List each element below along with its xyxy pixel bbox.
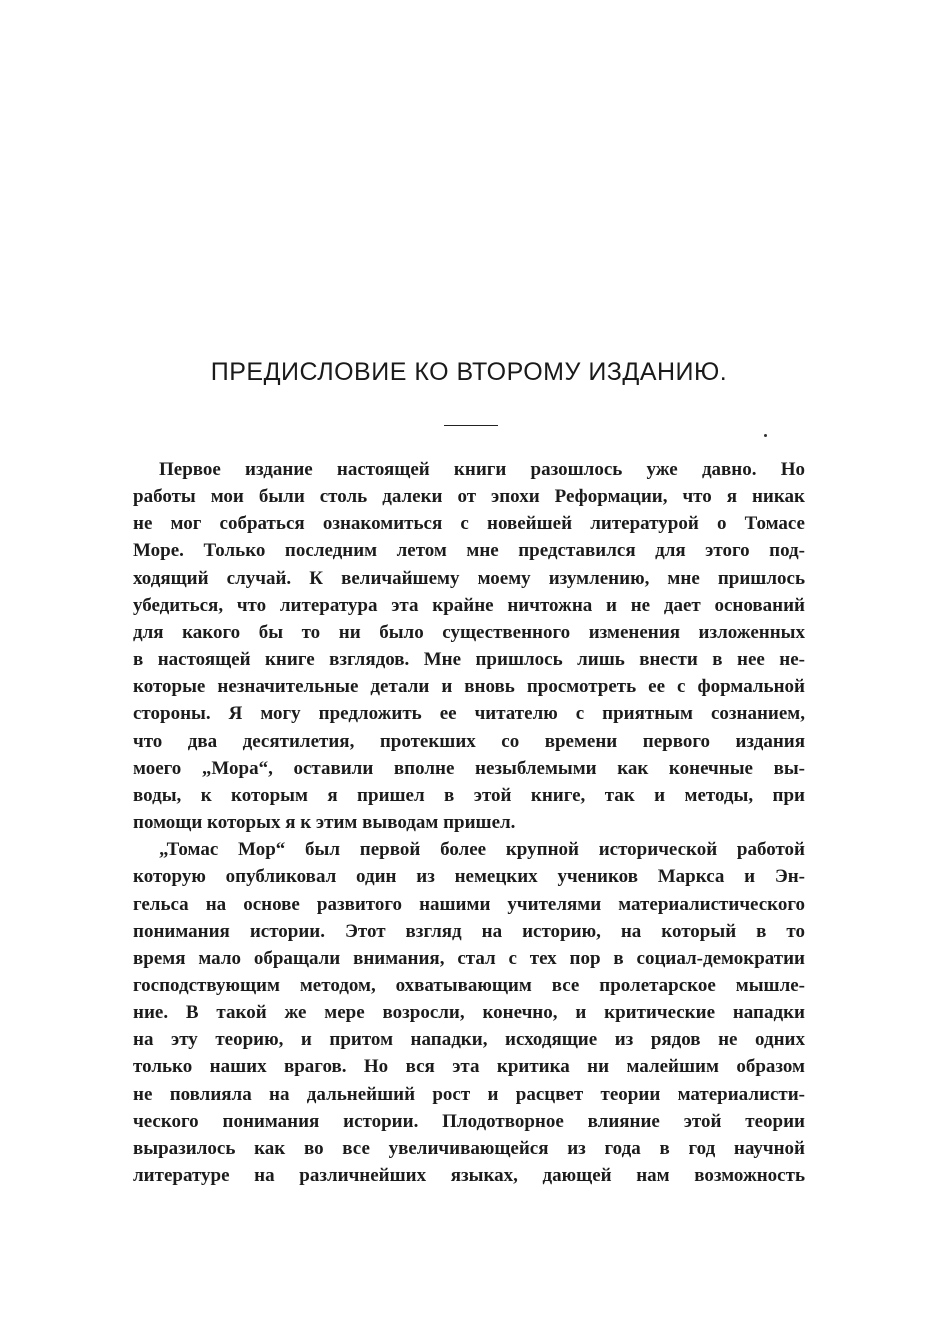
text-line: не мог собраться ознакомиться с новейшей литературой о Томасе (133, 513, 805, 535)
text-line: моего „Мора“, оставили вполне незыблемыми как конечные вы- (133, 757, 805, 779)
text-line: „Томас Мор“ был первой более крупной исторической работой (159, 839, 805, 861)
text-line: выразилось как во все увеличивающейся из года в год научной (133, 1137, 805, 1159)
text-line: работы мои были столь далеки от эпохи Реформации, что я никак (133, 486, 805, 508)
text-line: ходящий случай. К величайшему моему изумлению, мне пришлось (133, 567, 805, 589)
text-line: стороны. Я могу предложить ее читателю с приятным сознанием, (133, 703, 805, 725)
paragraph (133, 456, 805, 836)
text-line: Первое издание настоящей книги разошлось уже давно. Но (159, 459, 805, 480)
text-line: гельса на основе развитого нашими учителями материалистического (133, 893, 805, 915)
text-line: убедиться, что литература эта крайне ничтожна и не дает оснований (133, 594, 805, 616)
text-line: не повлияла на дальнейший рост и расцвет теории материалисти- (133, 1083, 805, 1105)
text-line: на эту теорию, и притом нападки, исходящие из рядов не одних (133, 1029, 805, 1051)
text-line: помощи которых я к этим выводам пришел. (133, 812, 516, 834)
text-line: Море. Только последним летом мне представился для этого под- (133, 540, 805, 562)
text-line: время мало обращали внимания, стал с тех пор в социал-демократии (133, 947, 805, 969)
text-line: литературе на различнейших языках, дающей нам возможность (133, 1165, 805, 1187)
page-title: ПРЕДИСЛОВИЕ КО ВТОРОМУ ИЗДАНИЮ. (210, 358, 728, 386)
paragraph (133, 836, 805, 1189)
text-line: которую опубликовал один из немецких учеников Маркса и Эн- (133, 866, 805, 888)
text-line: понимания истории. Этот взгляд на историю, на который в то (133, 920, 805, 942)
text-line: в настоящей книге взглядов. Мне пришлось лишь внести в нее не- (133, 649, 805, 671)
print-speck (764, 434, 767, 437)
text-line: что два десятилетия, протекших со времени первого издания (133, 730, 805, 752)
text-line: господствующим методом, охватывающим все пролетарское мышле- (133, 974, 805, 996)
body-text (133, 456, 805, 1189)
text-line: для какого бы то ни было существенного изменения изложенных (133, 621, 805, 643)
text-line: воды, к которым я пришел в этой книге, так и методы, при (133, 784, 805, 806)
text-line: ческого понимания истории. Плодотворное влияние этой теории (133, 1110, 805, 1132)
text-line: ние. В такой же мере возросли, конечно, и критические нападки (133, 1002, 805, 1024)
text-line: которые незначительные детали и вновь просмотреть ее с формальной (133, 676, 805, 698)
text-line: только наших врагов. Но вся эта критика ни малейшим образом (133, 1056, 805, 1078)
title-divider (444, 425, 498, 426)
